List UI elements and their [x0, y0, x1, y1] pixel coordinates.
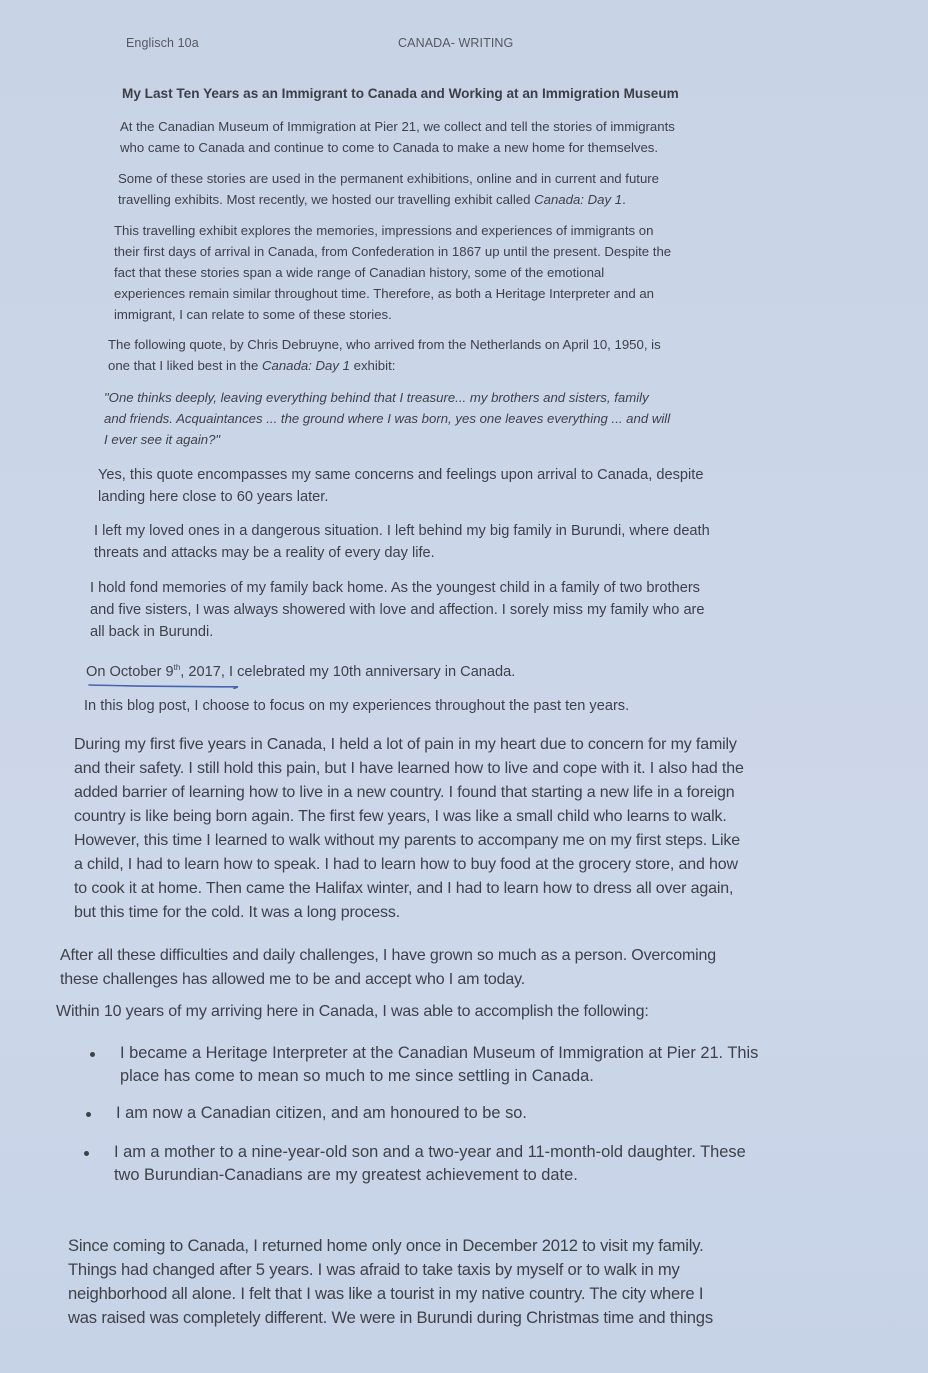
- list-item: [78, 1141, 880, 1187]
- text-line: Things had changed after 5 years. I was afraid to take taxis by myself or to walk in my: [68, 1260, 680, 1279]
- list-item: [80, 1102, 880, 1125]
- text-fragment: , 2017, I celebrated my 10th anniversary in Canada.: [180, 664, 516, 680]
- list-item: [84, 1042, 880, 1088]
- text-line: neighborhood all alone. I felt that I was like a tourist in my native country. The city where I: [68, 1284, 704, 1303]
- text-line: experiences remain similar throughout time. Therefore, as both a Heritage Interpreter and an: [114, 286, 654, 301]
- text-line: However, this time I learned to walk without my parents to accompany me on my first steps. Like: [74, 832, 741, 849]
- text-line: Within 10 years of my arriving here in Canada, I was able to accomplish the following:: [56, 1003, 649, 1020]
- text-line: threats and attacks may be a reality of every day life.: [94, 545, 435, 561]
- exhibit-name: Canada: Day 1: [534, 192, 623, 207]
- bullet-icon: [90, 1052, 95, 1057]
- text-line: place has come to mean so much to me since settling in Canada.: [120, 1067, 594, 1085]
- text-line: to cook it at home. Then came the Halifax winter, and I had to learn how to dress all over again,: [74, 880, 734, 897]
- document-title: My Last Ten Years as an Immigrant to Canada and Working at an Immigration Museum: [122, 86, 679, 101]
- paragraph-exhibitions: [118, 168, 659, 210]
- paragraph-anniversary: [86, 657, 515, 683]
- text-line: Yes, this quote encompasses my same concerns and feelings upon arrival to Canada, despite: [98, 467, 704, 483]
- text-line: landing here close to 60 years later.: [98, 489, 329, 505]
- text-line: I ever see it again?": [104, 432, 221, 447]
- text-line: was raised was completely different. We were in Burundi during Christmas time and things: [68, 1308, 713, 1327]
- paragraph-exhibit-description: [114, 220, 671, 325]
- paragraph-quote-intro: [108, 334, 661, 376]
- paragraph-growth: [60, 944, 716, 992]
- text-line: I am a mother to a nine-year-old son and a two-year and 11-month-old daughter. These: [114, 1143, 746, 1161]
- text-line: I left my loved ones in a dangerous situation. I left behind my big family in Burundi, where death: [94, 523, 710, 539]
- paragraph-accomplishments-intro: [56, 1000, 649, 1024]
- text-line: [86, 657, 515, 683]
- text-line: This travelling exhibit explores the memories, impressions and experiences of immigrants on: [114, 223, 654, 238]
- bullet-icon: [86, 1112, 91, 1117]
- text-fragment: one that I liked best in the: [108, 358, 262, 373]
- ordinal-suffix: th: [173, 663, 181, 672]
- text-line: all back in Burundi.: [90, 624, 214, 640]
- text-line: and their safety. I still hold this pain, but I have learned how to live and cope with it. I also had the: [74, 760, 744, 777]
- text-line: In this blog post, I choose to focus on my experiences throughout the past ten years.: [84, 698, 630, 714]
- paragraph-first-five-years: [74, 733, 744, 925]
- text-line: fact that these stories span a wide range of Canadian history, some of the emotional: [114, 265, 605, 280]
- text-line: and friends. Acquaintances ... the ground where I was born, yes one leaves everything ... and will: [104, 411, 671, 426]
- paragraph-quote-reflection: [98, 464, 703, 508]
- text-line: who came to Canada and continue to come to Canada to make a new home for themselves.: [120, 140, 659, 155]
- text-line: but this time for the cold. It was a long process.: [74, 904, 400, 921]
- text-line: At the Canadian Museum of Immigration at Pier 21, we collect and tell the stories of immigrants: [120, 119, 675, 134]
- pen-underline-mark: [88, 683, 240, 689]
- text-fragment: exhibit:: [349, 358, 396, 373]
- text-line: "One thinks deeply, leaving everything behind that I treasure... my brothers and sisters, family: [104, 390, 649, 405]
- paragraph-intro: [120, 116, 675, 158]
- text-line: After all these difficulties and daily challenges, I have grown so much as a person. Overcoming: [60, 947, 717, 964]
- paragraph-family-memories: [90, 577, 705, 643]
- text-line: [108, 355, 661, 376]
- subject-label: CANADA- WRITING: [398, 36, 514, 50]
- text-line: I am now a Canadian citizen, and am honoured to be so.: [116, 1104, 527, 1122]
- text-line: these challenges has allowed me to be and accept who I am today.: [60, 971, 526, 988]
- bullet-icon: [84, 1151, 89, 1156]
- paragraph-blog-focus: [84, 695, 629, 717]
- text-fragment: On October 9: [86, 664, 174, 680]
- text-line: immigrant, I can relate to some of these stories.: [114, 307, 392, 322]
- text-line: Since coming to Canada, I returned home only once in December 2012 to visit my family.: [68, 1236, 704, 1255]
- accomplishments-list: [80, 1042, 880, 1187]
- text-line: [118, 189, 659, 210]
- text-line: their first days of arrival in Canada, from Confederation in 1867 up until the present. Despite the: [114, 244, 672, 259]
- course-label: Englisch 10a: [126, 36, 199, 50]
- exhibit-name: Canada: Day 1: [261, 358, 350, 373]
- text-line: I hold fond memories of my family back home. As the youngest child in a family of two brothers: [90, 580, 700, 596]
- paragraph-loved-ones: [94, 520, 710, 564]
- paragraph-return-home: [68, 1234, 713, 1330]
- text-line: added barrier of learning how to live in a new country. I found that starting a new life in a foreign: [74, 784, 735, 801]
- text-fragment: travelling exhibits. Most recently, we hosted our travelling exhibit called: [118, 192, 535, 207]
- text-line: The following quote, by Chris Debruyne, who arrived from the Netherlands on April 10, 1950, is: [108, 337, 661, 352]
- block-quote: [104, 387, 670, 450]
- text-line: I became a Heritage Interpreter at the Canadian Museum of Immigration at Pier 21. This: [120, 1044, 759, 1062]
- text-line: two Burundian-Canadians are my greatest achievement to date.: [114, 1166, 578, 1184]
- text-line: During my first five years in Canada, I held a lot of pain in my heart due to concern for my family: [74, 736, 737, 753]
- text-line: a child, I had to learn how to speak. I had to learn how to buy food at the grocery store, and how: [74, 856, 738, 873]
- text-line: and five sisters, I was always showered with love and affection. I sorely miss my family who are: [90, 602, 705, 618]
- text-line: country is like being born again. The first few years, I was like a small child who learns to walk.: [74, 808, 727, 825]
- text-fragment: .: [622, 192, 626, 207]
- text-line: Some of these stories are used in the permanent exhibitions, online and in current and future: [118, 171, 660, 186]
